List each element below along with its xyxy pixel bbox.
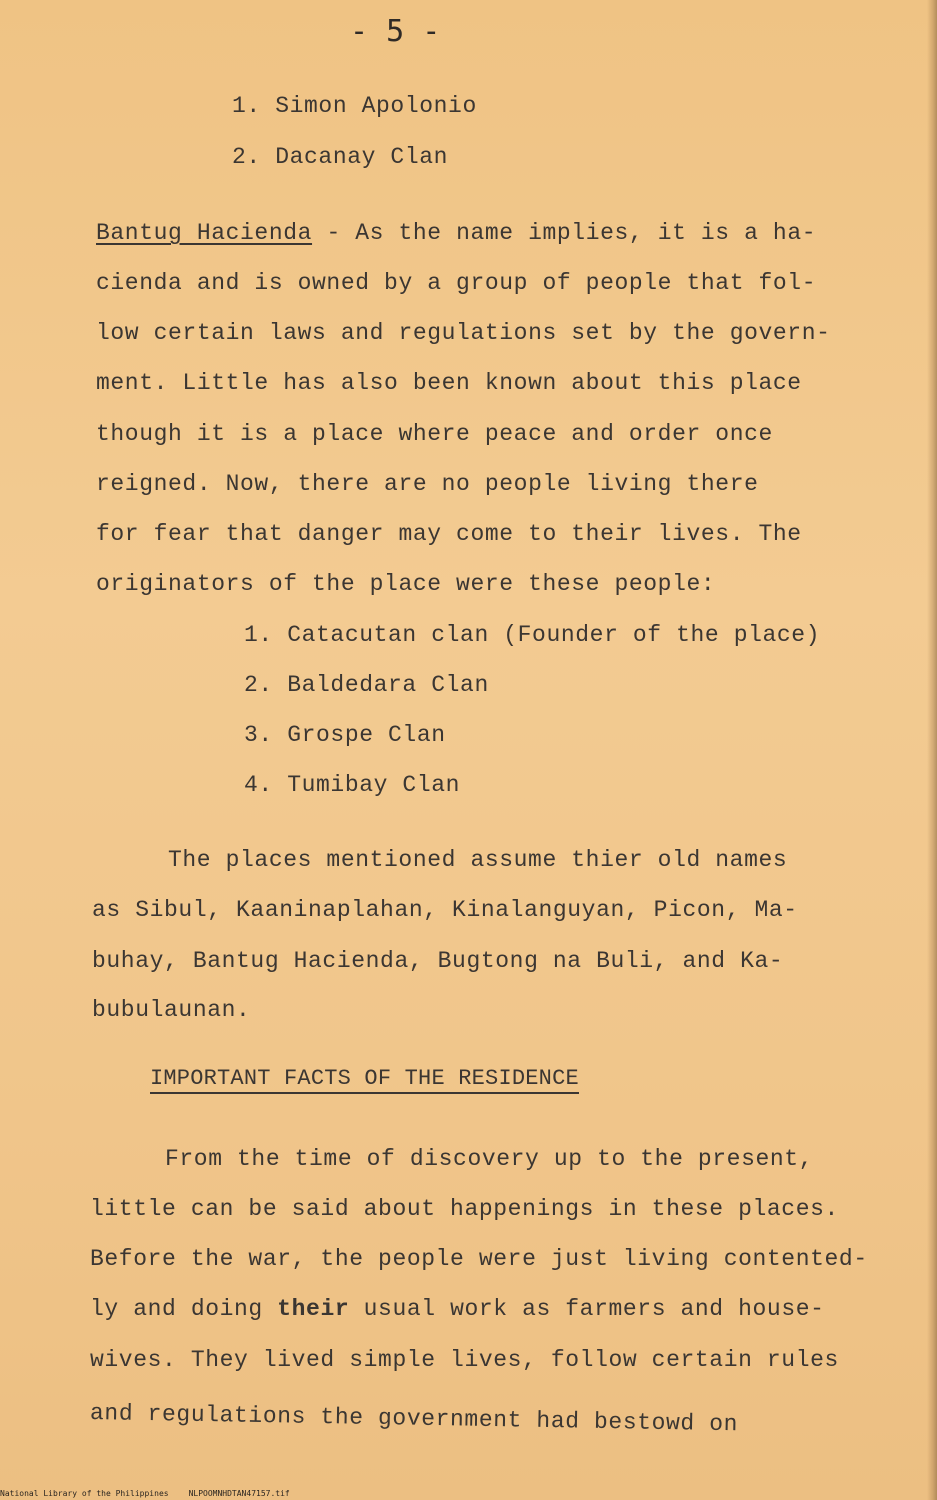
list-item (244, 772, 460, 798)
list-item-number: 2. (232, 144, 261, 170)
scan-footer (0, 1489, 290, 1498)
library-credit: National Library of the Philippines (0, 1489, 169, 1498)
paragraph-line: and regulations the government had bestowd on (89, 1400, 739, 1438)
list-item-text: Grospe Clan (287, 722, 446, 748)
paragraph-text: - As the name implies, it is a ha- (312, 220, 817, 246)
paragraph-line: cienda and is owned by a group of people that fol- (96, 270, 817, 296)
paragraph-line: Before the war, the people were just living contented- (90, 1246, 868, 1272)
paragraph-text: ly and doing (90, 1296, 278, 1322)
paragraph-line (90, 1296, 825, 1322)
list-item-number: 4. (244, 772, 273, 798)
list-item-number: 3. (244, 722, 273, 748)
list-item (244, 622, 820, 648)
paragraph-line: reigned. Now, there are no people living there (96, 471, 759, 497)
list-item-number: 1. (244, 622, 273, 648)
emphasized-word: their (277, 1296, 350, 1322)
list-item-text: Simon Apolonio (275, 93, 477, 119)
paragraph-line (96, 220, 816, 246)
paragraph-line: buhay, Bantug Hacienda, Bugtong na Buli, and Ka- (92, 948, 784, 974)
section-title-bantug-hacienda: Bantug Hacienda (96, 220, 313, 246)
list-item-number: 2. (244, 672, 273, 698)
paragraph-line: as Sibul, Kaaninaplahan, Kinalanguyan, Picon, Ma- (92, 897, 798, 923)
list-item (232, 144, 448, 170)
paragraph-text: usual work as farmers and house- (349, 1296, 825, 1322)
paragraph-line: originators of the place were these people: (96, 571, 716, 597)
list-item (244, 722, 446, 748)
paragraph-line: The places mentioned assume thier old names (168, 847, 788, 873)
list-item (244, 672, 489, 698)
paragraph-line: though it is a place where peace and order once (96, 421, 773, 447)
paragraph-line: From the time of discovery up to the present, (165, 1146, 814, 1172)
list-item-text: Baldedara Clan (287, 672, 489, 698)
list-item-text: Dacanay Clan (275, 144, 449, 170)
page-number: - 5 - (350, 14, 441, 49)
paragraph-line: for fear that danger may come to their lives. The (96, 521, 802, 547)
paragraph-line: bubulaunan. (92, 997, 251, 1023)
paragraph-line: ment. Little has also been known about this place (96, 370, 802, 396)
file-name: NLPOOMNHDTAN47157.tif (188, 1489, 290, 1498)
page-edge-shadow (927, 0, 937, 1500)
paragraph-line: little can be said about happenings in these places. (90, 1196, 839, 1222)
paragraph-line: low certain laws and regulations set by the govern- (96, 320, 831, 346)
paragraph-line: wives. They lived simple lives, follow certain rules (90, 1347, 839, 1373)
list-item (232, 93, 477, 119)
list-item-text: Catacutan clan (Founder of the place) (287, 622, 821, 648)
section-heading: IMPORTANT FACTS OF THE RESIDENCE (150, 1066, 579, 1094)
list-item-number: 1. (232, 93, 261, 119)
list-item-text: Tumibay Clan (287, 772, 461, 798)
